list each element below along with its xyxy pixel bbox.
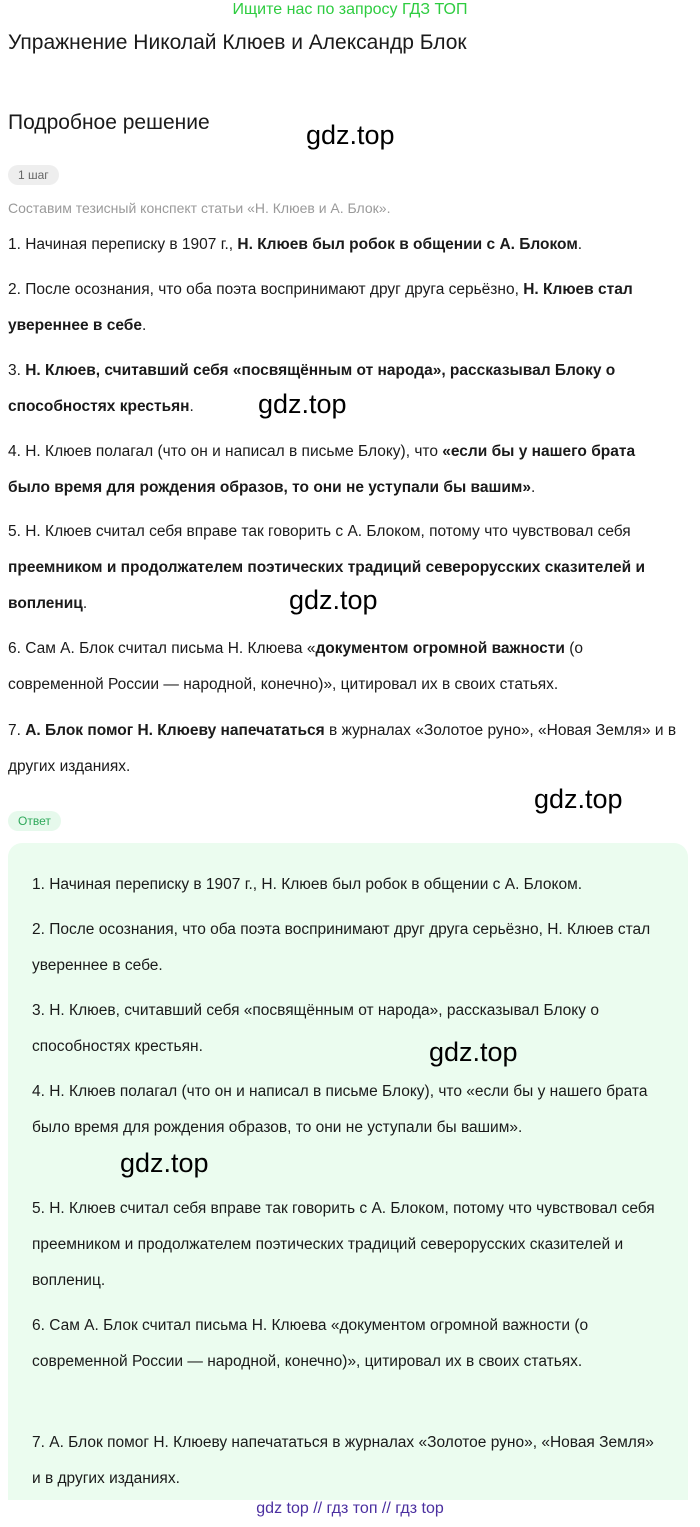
solution-item-2: 2. После осознания, что оба поэта воспринимают друг друга серьёзно, Н. Клюев стал увереннее в себе. [8, 281, 633, 334]
page-title: Упражнение Николай Клюев и Александр Блок [8, 31, 467, 54]
solution-item-3: 3. Н. Клюев, считавший себя «посвящённым от народа», рассказывал Блоку о способностях крестьян. [8, 362, 616, 415]
answer-badge: Ответ [8, 811, 61, 831]
section-title: Подробное решение [8, 111, 210, 134]
step-badge: 1 шаг [8, 165, 59, 185]
answer-item-7: 7. А. Блок помог Н. Клюеву напечататься в журналах «Золотое руно», «Новая Земля» и в других изданиях. [32, 1434, 654, 1487]
watermark: gdz.top [306, 120, 395, 150]
watermark: gdz.top [429, 1037, 518, 1067]
answer-item-6: 6. Сам А. Блок считал письма Н. Клюева «документом огромной важности (о современной России — народной, конечно)», цитировал их в своих статьях. [32, 1317, 589, 1370]
answer-item-1: 1. Начиная переписку в 1907 г., Н. Клюев был робок в общении с А. Блоком. [32, 876, 583, 893]
watermark: gdz.top [258, 389, 347, 419]
solution-item-4: 4. Н. Клюев полагал (что он и написал в письме Блоку), что «если бы у нашего брата было время для рождения образов, то они не уступали бы вашим». [8, 443, 636, 496]
lead-text: Составим тезисный конспект статьи «Н. Клюев и А. Блок». [8, 200, 391, 216]
answer-item-4: 4. Н. Клюев полагал (что он и написал в письме Блоку), что «если бы у нашего брата было время для рождения образов, то они не уступали бы вашим». [32, 1083, 648, 1136]
watermark: gdz.top [289, 585, 378, 615]
solution-item-1: 1. Начиная переписку в 1907 г., Н. Клюев был робок в общении с А. Блоком. [8, 236, 583, 253]
solution-item-6: 6. Сам А. Блок считал письма Н. Клюева «документом огромной важности (о современной России — народной, конечно)», цитировал их в своих статьях. [8, 640, 584, 693]
solution-item-5: 5. Н. Клюев считал себя вправе так говорить с А. Блоком, потому что чувствовал себя преемником и продолжателем поэтических традиций северорусских сказителей и воплениц. [8, 523, 645, 612]
watermark: gdz.top [534, 784, 623, 814]
solution-item-7: 7. А. Блок помог Н. Клюеву напечататься в журналах «Золотое руно», «Новая Земля» и в других изданиях. [8, 722, 677, 775]
answer-item-2: 2. После осознания, что оба поэта воспринимают друг друга серьёзно, Н. Клюев стал увереннее в себе. [32, 921, 651, 974]
footer-links[interactable]: gdz top // гдз топ // гдз top [256, 1500, 444, 1517]
watermark: gdz.top [120, 1148, 209, 1178]
answer-item-5: 5. Н. Клюев считал себя вправе так говорить с А. Блоком, потому что чувствовал себя преемником и продолжателем поэтических традиций северорусских сказителей и воплениц. [32, 1200, 655, 1289]
promo-link[interactable]: Ищите нас по запросу ГДЗ ТОП [232, 1, 468, 18]
answer-item-3: 3. Н. Клюев, считавший себя «посвящённым от народа», рассказывал Блоку о способностях крестьян. [32, 1002, 599, 1055]
